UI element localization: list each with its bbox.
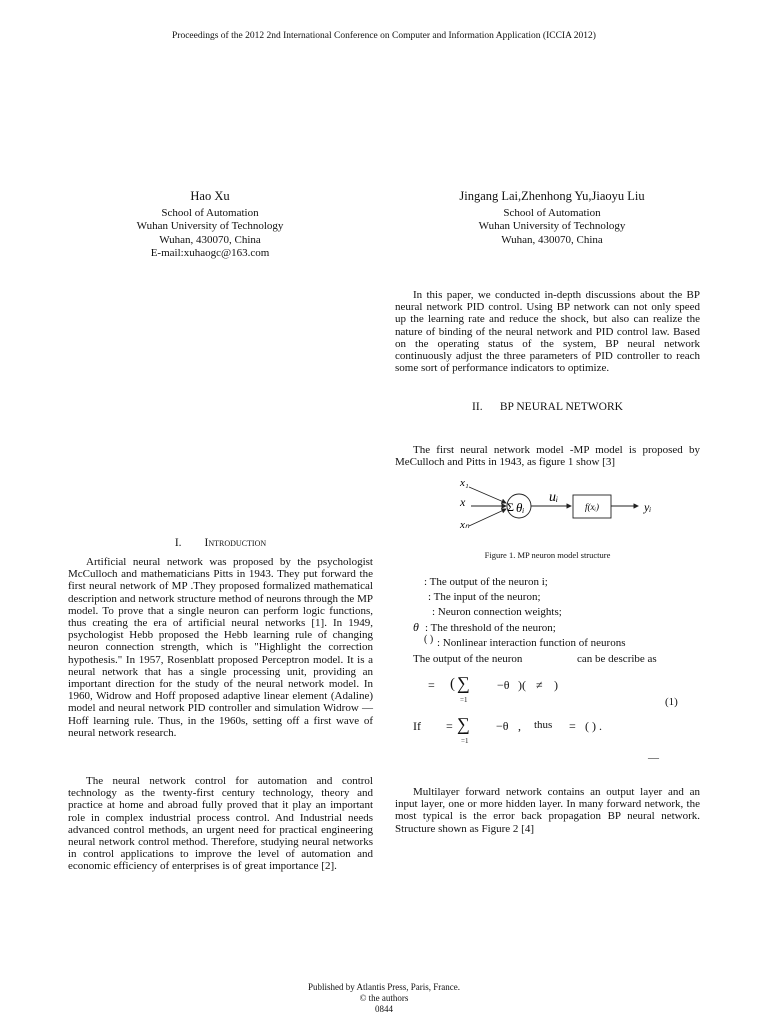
threshold-definition [425,621,705,636]
function-paren-symbol: ( ) [424,634,434,645]
section-heading-bp [395,401,700,413]
body-paragraph: Multilayer forward network contains an output layer and an input layer, one or more hidden layer. In many forward network, the most typical is the error back propagation BP neural network. Structure shown as Figure 2 [4] [395,786,700,835]
copyright-line: © the authors [359,993,409,1003]
body-paragraph: In this paper, we conducted in-depth discussions about the BP neural network PID control. Using BP network can not only speed up the learning rate and reduce the shock, but also can realize the nature of binding of the neural network and PID control law. Based on the operating status of the system, BP neural network continuously adjust the three parameters of PID controller to reach some sort of performance indicators to optimize. [395,289,700,375]
section-heading-intro [68,537,373,549]
sum-symbol: ∑ [457,673,470,693]
eq-equals: = [569,719,576,733]
output-text: The output of the neuron [413,653,523,665]
if-text: If [413,719,421,733]
sigma-symbol: Σ [507,500,514,514]
describe-text: can be describe as [577,653,657,665]
affiliation-line: Wuhan, 430070, China [501,233,603,246]
section-number: I. [174,537,182,549]
thus-text: thus [534,719,553,731]
eq-equals: = [446,719,453,733]
dash-mark: — [648,752,659,764]
publisher-line: Published by Atlantis Press, Paris, France. [308,982,460,992]
activation-label: f(xᵢ) [585,502,599,512]
symbol-definitions [424,575,704,621]
eq-right-paren: ) [554,678,558,692]
definition-line: : Neuron connection weights; [432,606,562,619]
author-email: E-mail:xuhaogc@163.com [150,247,270,259]
author-block-1 [60,190,360,261]
definition-line: : The input of the neuron; [428,591,541,604]
figure-caption: Figure 1. MP neuron model structure [484,550,611,560]
conference-header: Proceedings of the 2012 2nd International Conference on Computer and Information Application (ICCIA 2012) [172,31,596,41]
function-call: ( ) . [585,719,602,733]
input-x-label: x [460,495,466,509]
section-title: Introduction [204,537,267,549]
sum-subscript: =1 [461,737,469,745]
u-label: uᵢ [549,490,559,505]
section-number: II. [472,401,483,413]
affiliation-line: School of Automation [161,206,259,219]
affiliation-line: School of Automation [503,206,601,219]
minus-theta: −θ [497,678,510,692]
author-name: Jingang Lai,Zhenhong Yu,Jiaoyu Liu [459,189,645,203]
output-y-label: yᵢ [644,500,652,514]
equation-number: (1) [665,696,678,708]
mp-neuron-figure [455,475,695,535]
theta-symbol: θ [413,620,419,634]
affiliation-line: Wuhan, 430070, China [159,233,261,246]
section-title: BP NEURAL NETWORK [499,401,623,413]
intro-paragraph: Artificial neural network was proposed by the psychologist McCulloch and mathematicians Pitts in 1943. They put forward the first neural network of MP .They proposed formalized mathematical description and network structure method of neurons through the MP model. To prove that a single neuron can perform logic functions, thus creating the era of artificial neural networks [1]. In 1949, psychologist Hebb proposed the Hebb learning rule of changing neuron connection strength, which is "Highlight the correction hypothesis." In 1957, Rosenblatt proposed Perceptron model. It is a neural network that has a single processing unit, providing an important direction for the study of the neural network model. In 1960, Widrow and Hoff proposed adaptive linear element (Adaline) model and neural network PID controller and simulation Widrow — Hoff learning rule. Thus, in the 1960s, setting off a first wave of neural network research. [68,556,373,739]
input-arrow-3 [469,509,506,526]
affiliation-line: Wuhan University of Technology [478,220,626,232]
body-paragraph: The first neural network model -MP model is proposed by MeCulloch and Pitts in 1943, as figure 1 show [3] [395,444,700,469]
input-arrow-1 [469,487,506,503]
input-xn-label: xₙ [460,519,470,531]
input-x1-label: x₁ [460,477,469,489]
sum-subscript: =1 [460,696,468,704]
affiliation-line: Wuhan University of Technology [136,220,284,232]
definition-line: : The threshold of the neuron; [425,622,556,634]
function-definition [437,636,717,651]
definition-line: : The output of the neuron i; [424,576,548,588]
eq-left-paren: ( [450,676,455,692]
threshold-symbol: θᵢ [516,500,525,515]
eq-middle-parens: )( [518,678,526,692]
definition-line: : Nonlinear interaction function of neurons [437,637,626,649]
page-number: 0844 [375,1004,393,1014]
comma: , [518,719,521,733]
minus-theta: −θ [496,719,509,733]
author-block-2 [392,190,712,247]
author-name: Hao Xu [190,189,230,203]
page-footer [0,982,768,1015]
eq-equals: = [428,678,435,692]
intro-paragraph-2: The neural network control for automation and control technology as the twenty-first century technology, theory and practice at home and abroad fully proved that it play an important role in complex industrial process control. And Industrial needs advanced control methods, an urgent need for practical engineering neural network control method. Therefore, studying neural networks in control applications to improve the level of automation and economic efficiency of enterprises is of great importance [2]. [68,775,373,873]
not-equal-symbol: ≠ [536,678,543,692]
sum-symbol: ∑ [457,714,470,734]
